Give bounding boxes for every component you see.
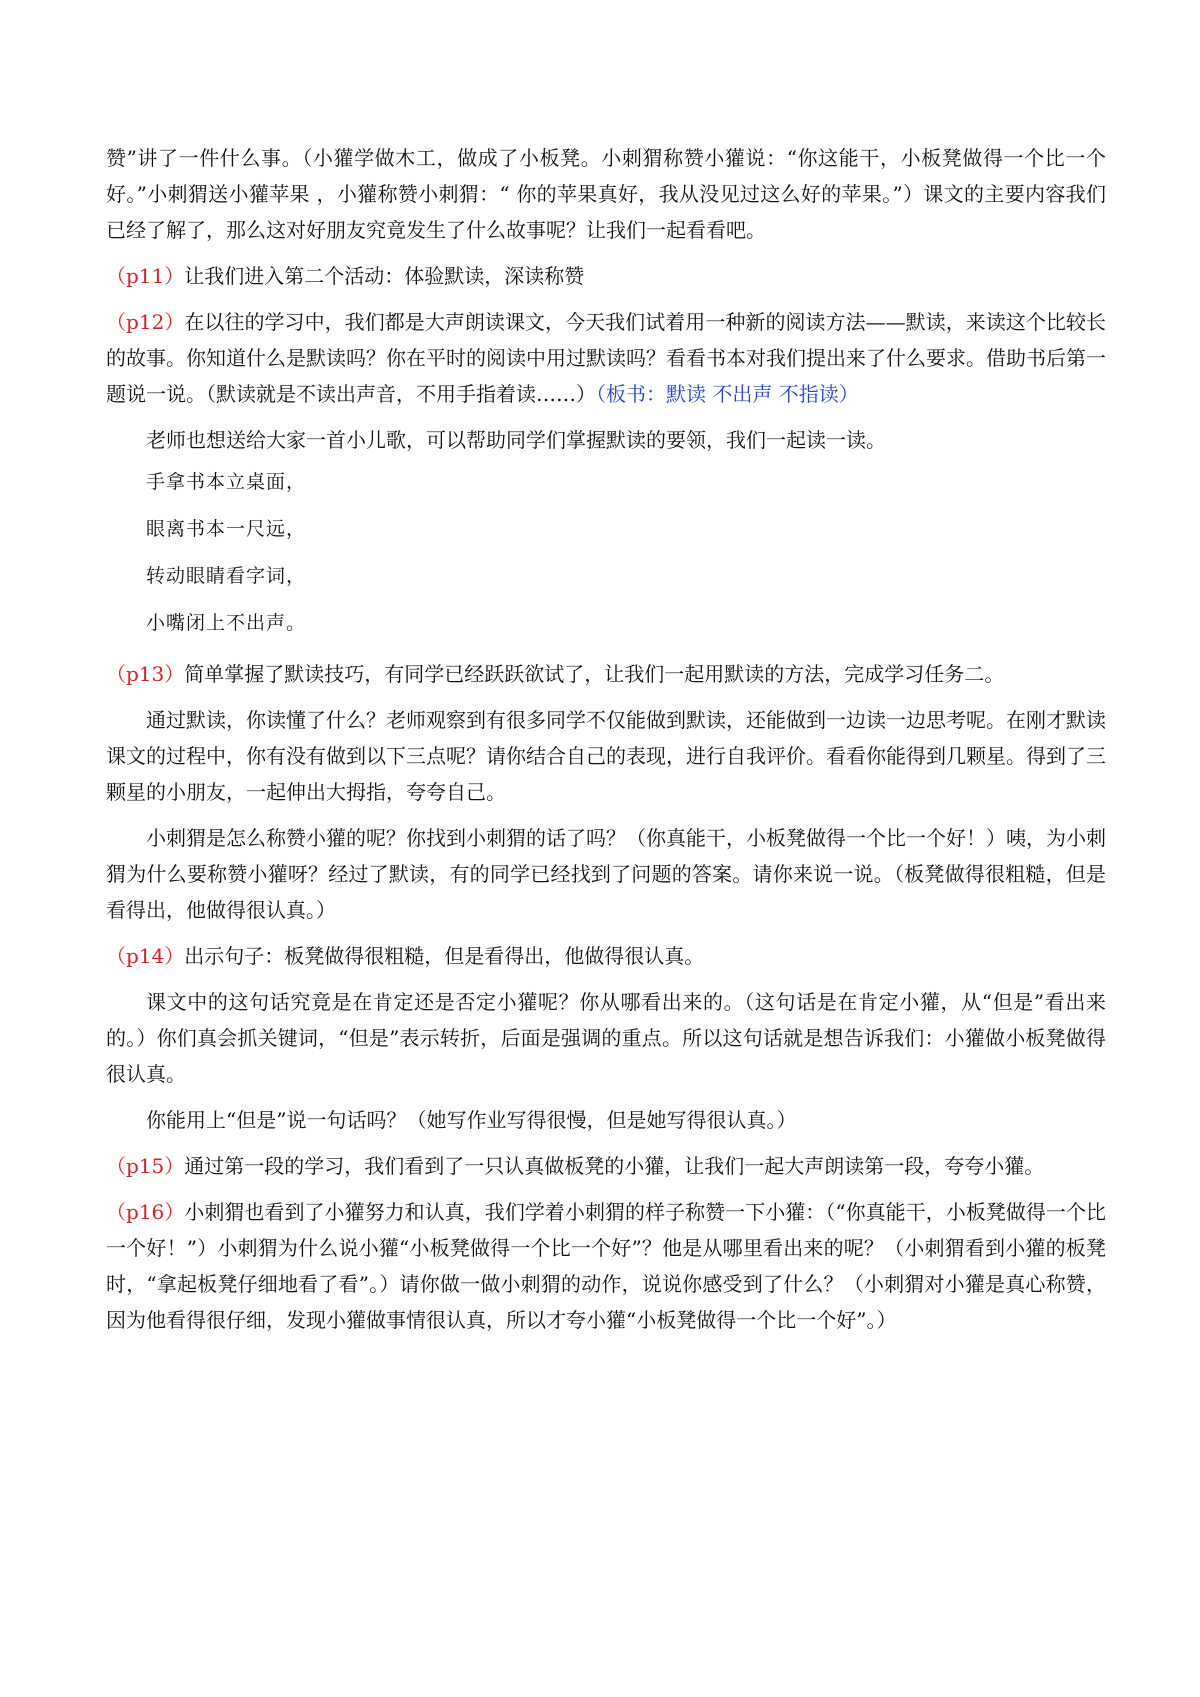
intro-paragraph: 赞”讲了一件什么事。（小獾学做木工，做成了小板凳。小刺猬称赞小獾说：“你这能干，小板凳做得一个比一个好。”小刺猬送小獾苹果 ，小獾称赞小刺猬：“ 你的苹果真好，我从没见过这么好的苹果。”）课文的主要内容我们已经了解了，那么这对好朋友究竟发生了什么故事呢？让我们一起看看吧。 [106,146,1106,242]
poem-line-3: 转动眼睛看字词， [146,565,307,587]
danshi-exercise-paragraph: 你能用上“但是”说一句话吗？（她写作业写得很慢，但是她写得很认真。） [146,1108,797,1132]
p13-paragraph [106,656,1106,692]
silent-reading-paragraph: 通过默读，你读懂了什么？老师观察到有很多同学不仅能做到默读，还能做到一边读一边思考呢。在刚才默读课文的过程中，你有没有做到以下三点呢？请你结合自己的表现，进行自我评价。看看你能得到几颗星。得到了三颗星的小朋友，一起伸出大拇指，夸夸自己。 [106,708,1106,804]
teacher-song-paragraph: 老师也想送给大家一首小儿歌，可以帮助同学们掌握默读的要领，我们一起读一读。 [146,428,886,452]
poem-line-4: 小嘴闭上不出声。 [146,612,307,634]
p14-paragraph [106,938,1106,974]
p13-text: 简单掌握了默读技巧，有同学已经跃跃欲试了，让我们一起用默读的方法，完成学习任务二。 [184,662,1005,686]
p15-text: 通过第一段的学习，我们看到了一只认真做板凳的小獾，让我们一起大声朗读第一段，夸夸小獾。 [184,1154,1045,1178]
p15-paragraph [106,1148,1106,1184]
p16-paragraph [106,1194,1106,1338]
p14-text: 出示句子：板凳做得很粗糙，但是看得出，他做得很认真。 [184,944,705,968]
p11-paragraph [106,258,1106,294]
p12-tag: （p12） [106,310,185,334]
poem-line-1: 手拿书本立桌面， [146,471,307,493]
p15-tag: （p15） [106,1154,185,1178]
p13-tag: （p13） [106,662,185,686]
poem-line-2: 眼离书本一尺远， [146,518,307,540]
p12-paragraph [106,304,1106,412]
p11-text: 让我们进入第二个活动：体验默读，深读称赞 [184,264,585,288]
sentence-analysis-paragraph: 课文中的这句话究竟是在肯定还是否定小獾呢？你从哪看出来的。（这句话是在肯定小獾，从“但是”看出来的。）你们真会抓关键词，“但是”表示转折，后面是强调的重点。所以这句话就是想告诉我们：小獾做小板凳做得很认真。 [106,990,1106,1086]
blackboard-note: （板书：默读 不出声 不指读） [596,382,859,406]
p11-tag: （p11） [106,264,185,288]
p16-text: 小刺猬也看到了小獾努力和认真，我们学着小刺猬的样子称赞一下小獾：（“你真能干，小板凳做得一个比一个好！”）小刺猬为什么说小獾“小板凳做得一个比一个好”？他是从哪里看出来的呢？（小刺猬看到小獾的板凳时，“拿起板凳仔细地看了看”。）请你做一做小刺猬的动作，说说你感受到了什么？（小刺猬对小獾是真心称赞，因为他看得很仔细，发现小獾做事情很认真，所以才夸小獾“小板凳做得一个比一个好”。） [106,1200,1106,1332]
p16-tag: （p16） [106,1200,185,1224]
p12-text: 在以往的学习中，我们都是大声朗读课文，今天我们试着用一种新的阅读方法——默读，来读这个比较长的故事。你知道什么是默读吗？你在平时的阅读中用过默读吗？看看书本对我们提出来了什么要求。借助书后第一题说一说。（默读就是不读出声音，不用手指着读……） [106,310,1106,406]
document-page [106,140,1106,1348]
p14-tag: （p14） [106,944,185,968]
praise-paragraph: 小刺猬是怎么称赞小獾的呢？你找到小刺猬的话了吗？（你真能干，小板凳做得一个比一个好！）咦，为小刺猬为什么要称赞小獾呀？经过了默读，有的同学已经找到了问题的答案。请你来说一说。（板凳做得很粗糙，但是看得出，他做得很认真。） [106,826,1106,922]
